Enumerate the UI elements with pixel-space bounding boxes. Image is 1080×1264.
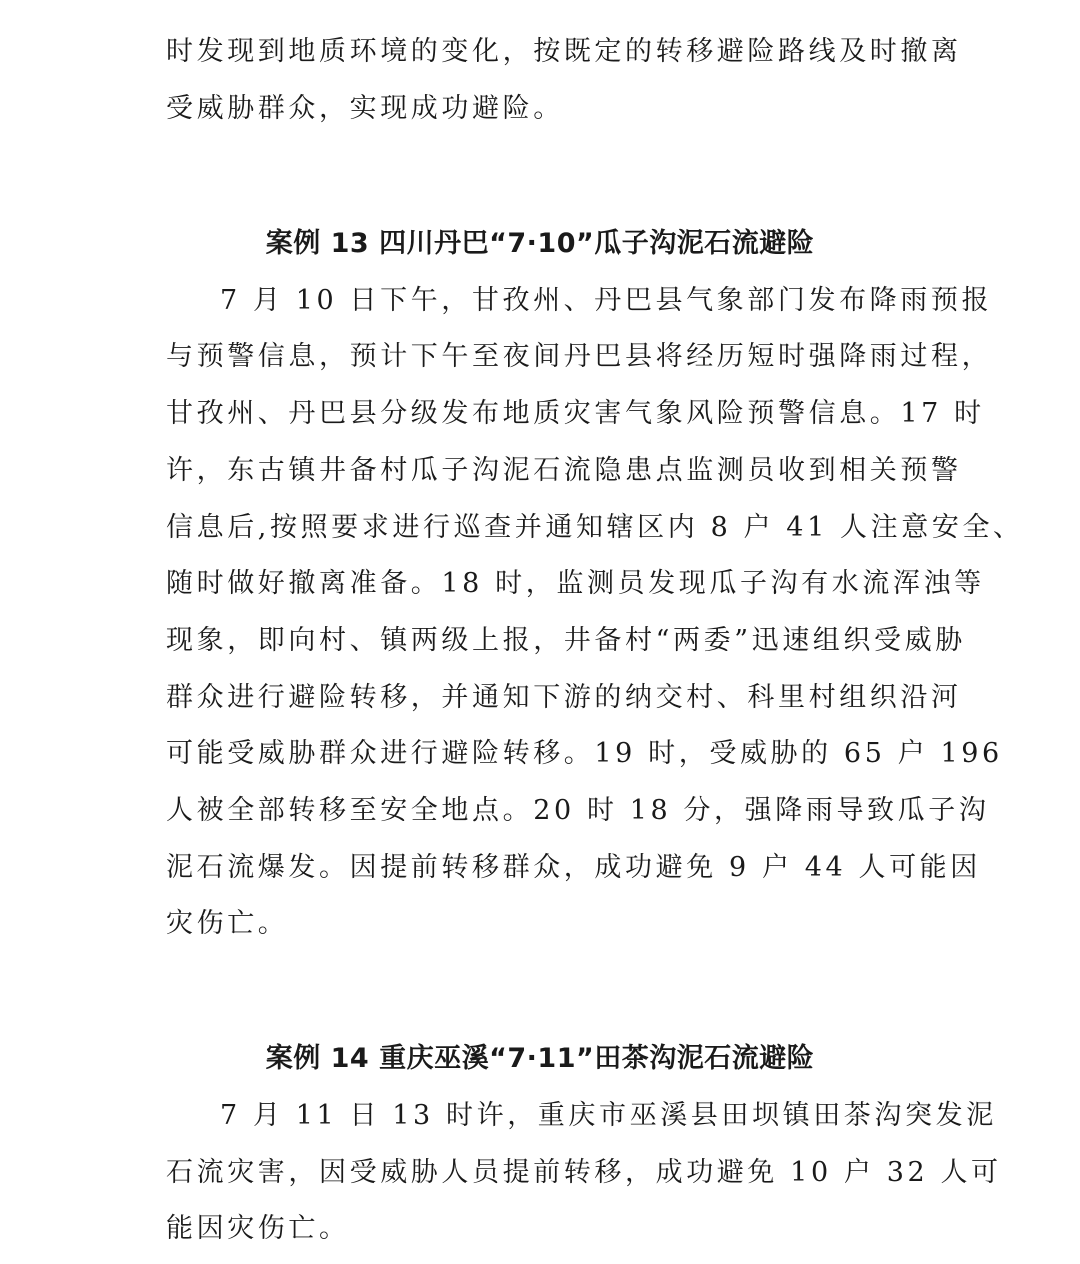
case-14-line-1: 7 月 11 日 13 时许，重庆市巫溪县田坝镇田茶沟突发泥	[220, 1100, 997, 1131]
case-14-line-3: 能因灾伤亡。	[166, 1213, 350, 1244]
case-13-line-7: 现象，即向村、镇两级上报，井备村“两委”迅速组织受威胁	[166, 625, 966, 656]
case-13-line-2: 与预警信息，预计下午至夜间丹巴县将经历短时强降雨过程，	[166, 341, 993, 372]
case-13-line-5: 信息后,按照要求进行巡查并通知辖区内 8 户 41 人注意安全、	[166, 512, 1024, 543]
case-13-line-4: 许，东古镇井备村瓜子沟泥石流隐患点监测员收到相关预警	[166, 455, 962, 486]
case-13-line-8: 群众进行避险转移，并通知下游的纳交村、科里村组织沿河	[166, 682, 962, 713]
case-13-line-6: 随时做好撤离准备。18 时，监测员发现瓜子沟有水流浑浊等	[166, 568, 985, 599]
case-13-line-3: 甘孜州、丹巴县分级发布地质灾害气象风险预警信息。17 时	[166, 398, 985, 429]
case-13-line-10: 人被全部转移至安全地点。20 时 18 分，强降雨导致瓜子沟	[166, 795, 990, 826]
case-13-title: 案例 13 四川丹巴“7·10”瓜子沟泥石流避险	[265, 228, 815, 259]
case-13-line-1: 7 月 10 日下午，甘孜州、丹巴县气象部门发布降雨预报	[220, 285, 993, 316]
case-13-line-11: 泥石流爆发。因提前转移群众，成功避免 9 户 44 人可能因	[166, 852, 981, 883]
case-13-line-12: 灾伤亡。	[166, 908, 289, 939]
case-13-line-9: 可能受威胁群众进行避险转移。19 时，受威胁的 65 户 196	[166, 738, 1003, 769]
intro-line-2: 受威胁群众，实现成功避险。	[166, 93, 564, 124]
intro-line-1: 时发现到地质环境的变化，按既定的转移避险路线及时撤离	[166, 36, 962, 67]
case-14-title: 案例 14 重庆巫溪“7·11”田茶沟泥石流避险	[265, 1043, 815, 1074]
case-14-line-2: 石流灾害，因受威胁人员提前转移，成功避免 10 户 32 人可	[166, 1157, 1002, 1188]
